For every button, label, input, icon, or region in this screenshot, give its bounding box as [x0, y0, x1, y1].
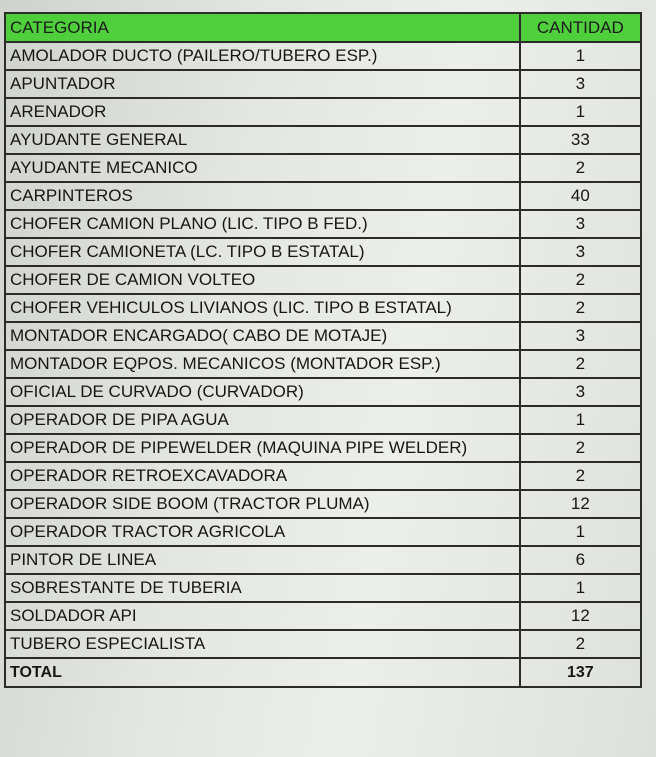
table-row	[5, 490, 641, 518]
table-row	[5, 182, 641, 210]
row-category: CHOFER CAMION PLANO (LIC. TIPO B FED.)	[5, 210, 520, 238]
row-category: AYUDANTE GENERAL	[5, 126, 520, 154]
table-row	[5, 602, 641, 630]
table-row	[5, 378, 641, 406]
row-quantity: 1	[520, 406, 641, 434]
row-quantity: 3	[520, 322, 641, 350]
row-quantity: 1	[520, 42, 641, 70]
row-category: APUNTADOR	[5, 70, 520, 98]
row-quantity: 12	[520, 602, 641, 630]
table-row	[5, 266, 641, 294]
header-quantity: CANTIDAD	[520, 13, 641, 42]
table-row	[5, 126, 641, 154]
row-category: MONTADOR EQPOS. MECANICOS (MONTADOR ESP.)	[5, 350, 520, 378]
table-row	[5, 462, 641, 490]
row-quantity: 2	[520, 434, 641, 462]
row-quantity: 40	[520, 182, 641, 210]
row-quantity: 2	[520, 294, 641, 322]
table-row	[5, 154, 641, 182]
personnel-table	[4, 12, 642, 688]
table-row	[5, 546, 641, 574]
row-quantity: 33	[520, 126, 641, 154]
table-row	[5, 630, 641, 658]
row-quantity: 1	[520, 518, 641, 546]
row-quantity: 2	[520, 630, 641, 658]
row-quantity: 2	[520, 350, 641, 378]
row-quantity: 6	[520, 546, 641, 574]
row-quantity: 3	[520, 378, 641, 406]
row-category: AMOLADOR DUCTO (PAILERO/TUBERO ESP.)	[5, 42, 520, 70]
row-quantity: 1	[520, 574, 641, 602]
row-category: AYUDANTE MECANICO	[5, 154, 520, 182]
row-category: OPERADOR SIDE BOOM (TRACTOR PLUMA)	[5, 490, 520, 518]
table-row	[5, 294, 641, 322]
row-quantity: 2	[520, 266, 641, 294]
table-row	[5, 238, 641, 266]
row-quantity: 3	[520, 70, 641, 98]
header-category: CATEGORIA	[5, 13, 520, 42]
row-category: TUBERO ESPECIALISTA	[5, 630, 520, 658]
total-quantity: 137	[520, 658, 641, 687]
row-category: OPERADOR DE PIPEWELDER (MAQUINA PIPE WELDER)	[5, 434, 520, 462]
total-label: TOTAL	[5, 658, 520, 687]
row-quantity: 2	[520, 154, 641, 182]
table-body	[5, 42, 641, 658]
table-row	[5, 574, 641, 602]
row-category: CHOFER DE CAMION VOLTEO	[5, 266, 520, 294]
table-row	[5, 518, 641, 546]
header-row	[5, 13, 641, 42]
row-quantity: 12	[520, 490, 641, 518]
row-category: CHOFER CAMIONETA (LC. TIPO B ESTATAL)	[5, 238, 520, 266]
row-quantity: 1	[520, 98, 641, 126]
row-quantity: 3	[520, 210, 641, 238]
table-row	[5, 406, 641, 434]
table-row	[5, 42, 641, 70]
table-row	[5, 350, 641, 378]
table-row	[5, 210, 641, 238]
row-category: OPERADOR TRACTOR AGRICOLA	[5, 518, 520, 546]
table-row	[5, 98, 641, 126]
row-category: SOBRESTANTE DE TUBERIA	[5, 574, 520, 602]
row-category: MONTADOR ENCARGADO( CABO DE MOTAJE)	[5, 322, 520, 350]
table-row	[5, 322, 641, 350]
row-category: PINTOR DE LINEA	[5, 546, 520, 574]
row-quantity: 2	[520, 462, 641, 490]
row-category: CHOFER VEHICULOS LIVIANOS (LIC. TIPO B ESTATAL)	[5, 294, 520, 322]
row-category: OPERADOR DE PIPA AGUA	[5, 406, 520, 434]
row-category: OPERADOR RETROEXCAVADORA	[5, 462, 520, 490]
row-category: CARPINTEROS	[5, 182, 520, 210]
table-row	[5, 434, 641, 462]
total-row	[5, 658, 641, 687]
table-row	[5, 70, 641, 98]
row-category: SOLDADOR API	[5, 602, 520, 630]
row-category: OFICIAL DE CURVADO (CURVADOR)	[5, 378, 520, 406]
row-quantity: 3	[520, 238, 641, 266]
row-category: ARENADOR	[5, 98, 520, 126]
